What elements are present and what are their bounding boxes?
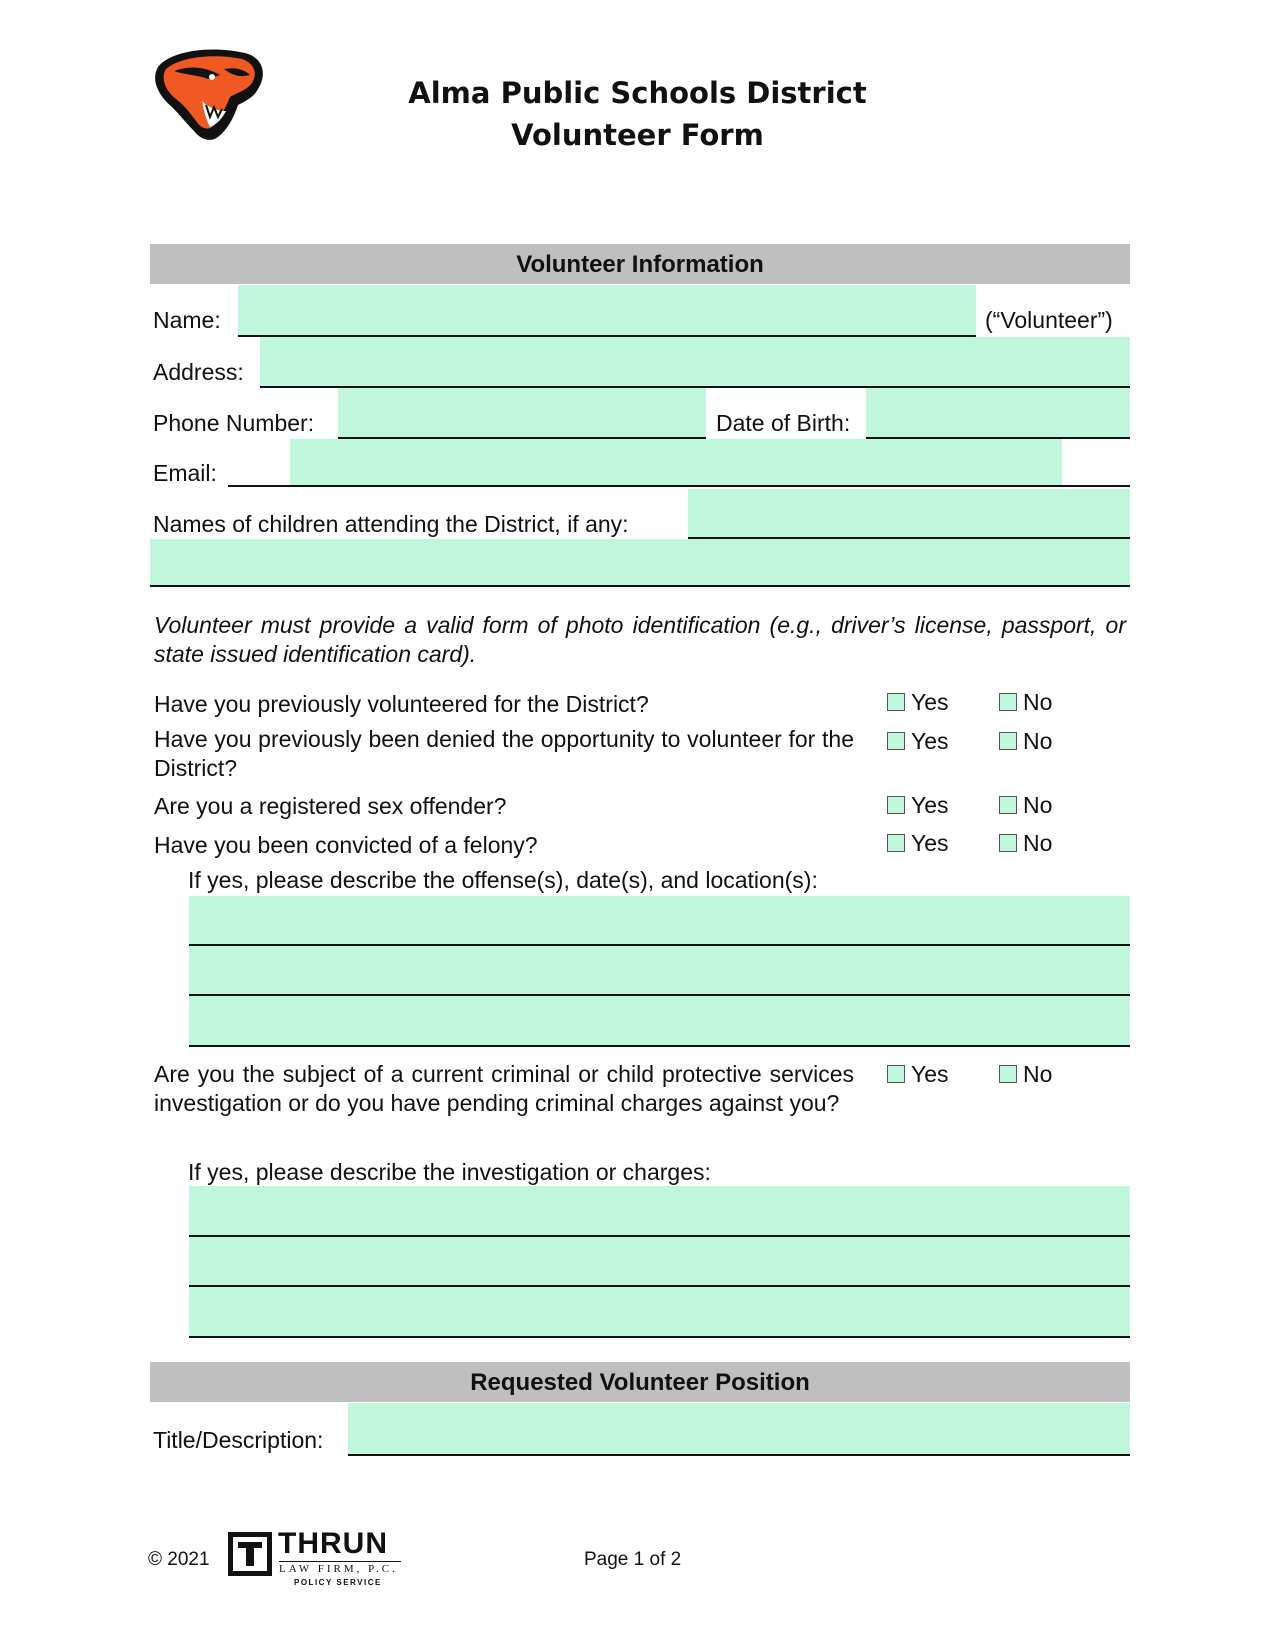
q5-no-label: No [1023,1061,1053,1087]
q2-yes-label: Yes [911,728,949,754]
question-prev-denied: Have you previously been denied the opportunity to volunteer for the District? [154,726,854,781]
children-field-line1[interactable] [688,489,1130,539]
phone-label: Phone Number: [153,410,315,436]
title-description-field[interactable] [348,1403,1130,1456]
page-number: Page 1 of 2 [584,1549,682,1570]
investigation-describe-line1[interactable] [189,1186,1130,1237]
firm-name: THRUN [278,1527,388,1560]
felony-describe-line3[interactable] [189,996,1130,1047]
section-header-requested-position: Requested Volunteer Position [150,1362,1130,1402]
investigation-describe-line3[interactable] [189,1287,1130,1338]
felony-describe-line2[interactable] [189,946,1130,996]
name-label: Name: [153,307,221,333]
photo-id-notice: Volunteer must provide a valid form of photo identification (e.g., driver’s license, passport, or state issued identification card). [154,612,1126,667]
question-sex-offender: Are you a registered sex offender? [154,793,507,819]
q5-yes-checkbox[interactable] [887,1065,905,1083]
q3-no-label: No [1023,792,1053,818]
email-field[interactable] [290,439,1062,487]
q4-yes-checkbox[interactable] [887,834,905,852]
q3-yes-checkbox[interactable] [887,796,905,814]
form-title-line2: Volunteer Form [511,118,764,152]
form-title-line1: Alma Public Schools District [408,76,867,110]
question-prev-volunteered: Have you previously volunteered for the District? [154,691,649,717]
firm-subtitle: LAW FIRM, P.C. [279,1561,401,1575]
q5-no-checkbox[interactable] [999,1065,1017,1083]
question-felony: Have you been convicted of a felony? [154,832,538,858]
address-field[interactable] [260,337,1130,388]
children-label: Names of children attending the District, if any: [153,511,629,537]
q2-no-checkbox[interactable] [999,732,1017,750]
phone-field[interactable] [338,388,706,439]
felony-describe-label: If yes, please describe the offense(s), date(s), and location(s): [188,867,818,893]
q1-yes-checkbox[interactable] [887,693,905,711]
section-header-volunteer-info: Volunteer Information [150,244,1130,284]
investigation-describe-label: If yes, please describe the investigation or charges: [188,1159,711,1185]
q2-no-label: No [1023,728,1053,754]
dob-field[interactable] [866,388,1130,439]
q1-no-checkbox[interactable] [999,693,1017,711]
address-label: Address: [153,359,244,385]
q4-yes-label: Yes [911,830,949,856]
question-investigation: Are you the subject of a current criminal or child protective services investigation or do you have pending criminal charges against you? [154,1061,854,1116]
copyright-text: © 2021 [148,1549,210,1570]
q1-no-label: No [1023,689,1053,715]
email-label: Email: [153,460,217,486]
children-field-line2[interactable] [150,539,1130,587]
title-description-label: Title/Description: [153,1427,324,1453]
q3-no-checkbox[interactable] [999,796,1017,814]
dob-label: Date of Birth: [716,410,851,436]
q2-yes-checkbox[interactable] [887,732,905,750]
volunteer-suffix-label: (“Volunteer”) [985,307,1113,333]
q4-no-checkbox[interactable] [999,834,1017,852]
felony-describe-line1[interactable] [189,896,1130,946]
name-field[interactable] [238,285,976,337]
thrun-logo-icon [228,1532,272,1576]
q4-no-label: No [1023,830,1053,856]
q5-yes-label: Yes [911,1061,949,1087]
investigation-describe-line2[interactable] [189,1237,1130,1287]
q3-yes-label: Yes [911,792,949,818]
q1-yes-label: Yes [911,689,949,715]
firm-service: POLICY SERVICE [294,1578,382,1587]
